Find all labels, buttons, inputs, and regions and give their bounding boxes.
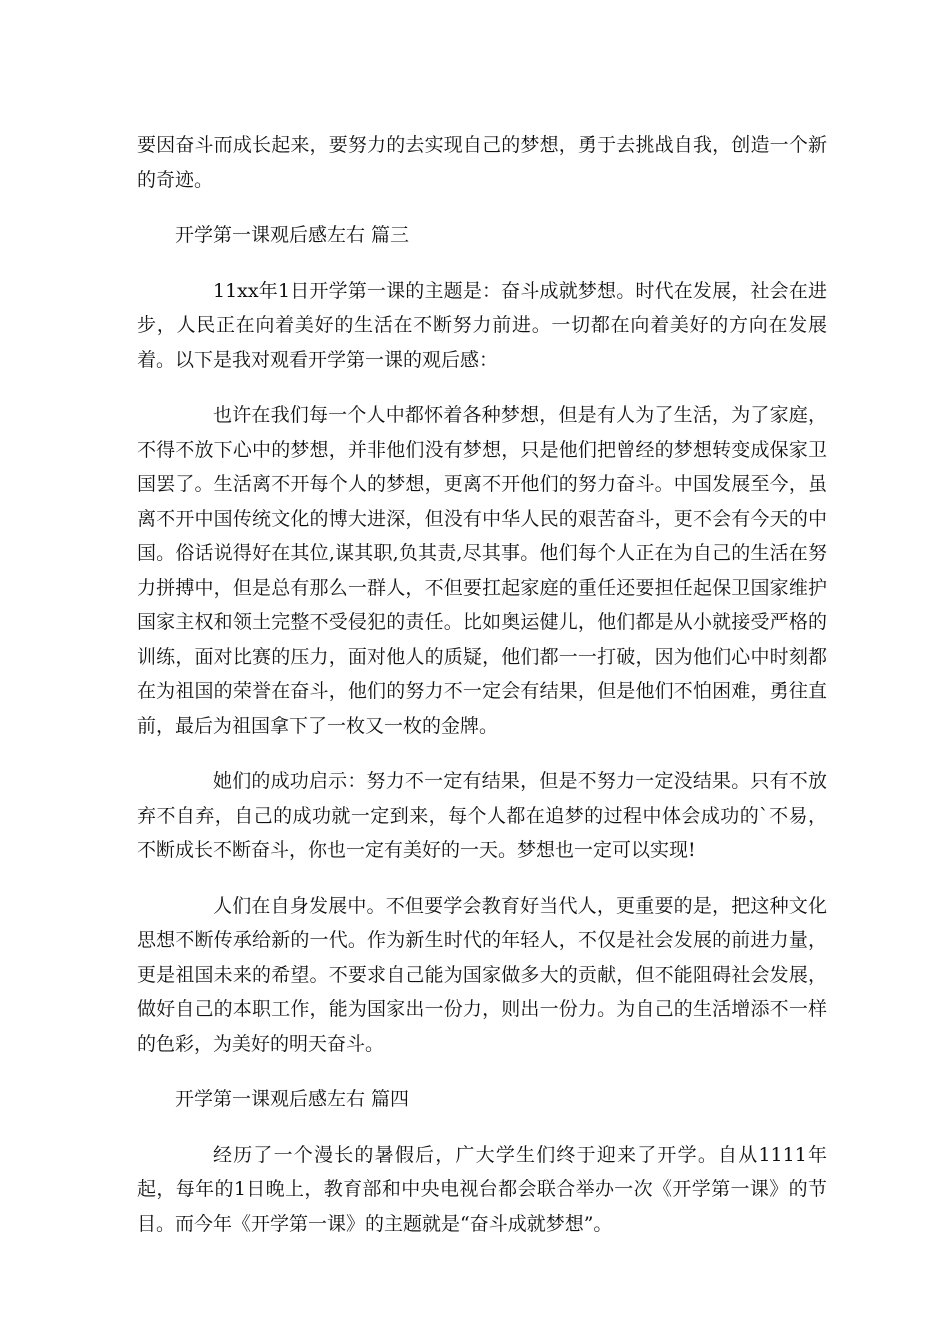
section-heading-part3: 开学第一课观后感左右 篇三 xyxy=(175,224,410,246)
paragraph-part3-theme: 11xx年1日开学第一课的主题是：奋斗成就梦想。时代在发展，社会在进步，人民正在向着美好的生活在不断努力前进。一切都在向着美好的方向在发展着。以下是我对观看开学第一课的观后感： xyxy=(137,279,827,371)
document-body xyxy=(137,128,827,1262)
paragraph-part3-dreams: 也许在我们每一个人中都怀着各种梦想，但是有人为了生活，为了家庭，不得不放下心中的梦想，并非他们没有梦想，只是他们把曾经的梦想转变成保家卫国罢了。生活离不开每个人的梦想，更离不开他们的努力奋斗。中国发展至今，虽离不开中国传统文化的博大进深，但没有中华人民的艰苦奋斗，更不会有今天的中国。俗话说得好在其位,谋其职,负其责,尽其事。他们每个人正在为自己的生活在努力拼搏中，但是总有那么一群人，不但要扛起家庭的重任还要担任起保卫国家维护国家主权和领土完整不受侵犯的责任。比如奥运健儿，他们都是从小就接受严格的训练，面对比赛的压力，面对他人的质疑，他们都一一打破，因为他们心中时刻都在为祖国的荣誉在奋斗，他们的努力不一定会有结果，但是他们不怕困难，勇往直前，最后为祖国拿下了一枚又一枚的金牌。 xyxy=(137,404,827,737)
paragraph-part3-inheritance: 人们在自身发展中。不但要学会教育好当代人，更重要的是，把这种文化思想不断传承给新的一代。作为新生时代的年轻人，不仅是社会发展的前进力量，更是祖国未来的希望。不要求自己能为国家做多大的贡献，但不能阻碍社会发展，做好自己的本职工作，能为国家出一份力，则出一份力。为自己的生活增添不一样的色彩，为美好的明天奋斗。 xyxy=(137,894,827,1055)
paragraph-part3-lesson: 她们的成功启示：努力不一定有结果，但是不努力一定没结果。只有不放弃不自弃，自己的成功就一定到来，每个人都在追梦的过程中体会成功的`不易，不断成长不断奋斗，你也一定有美好的一天。梦想也一定可以实现! xyxy=(137,770,827,861)
section-heading-part4: 开学第一课观后感左右 篇四 xyxy=(175,1088,410,1110)
paragraph-part4-opening: 经历了一个漫长的暑假后，广大学生们终于迎来了开学。自从1111年起，每年的1日晚上，教育部和中央电视台都会联合举办一次《开学第一课》的节目。而今年《开学第一课》的主题就是“奋斗成就梦想”。 xyxy=(137,1143,827,1235)
paragraph-intro-end: 要因奋斗而成长起来，要努力的去实现自己的梦想，勇于去挑战自我，创造一个新的奇迹。 xyxy=(137,134,827,191)
